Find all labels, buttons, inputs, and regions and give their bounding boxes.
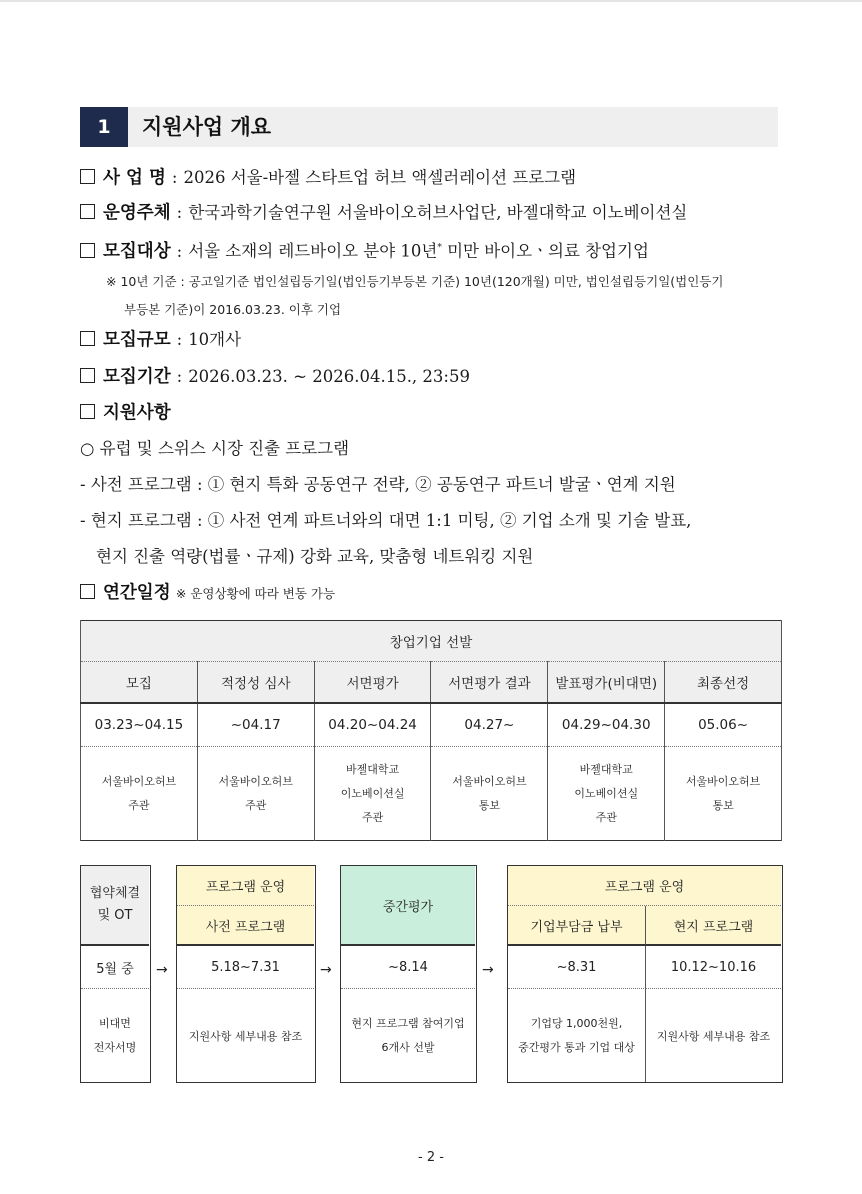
flow-program2-title: 프로그램 운영 — [508, 866, 781, 906]
checkbox-square-icon — [80, 204, 95, 219]
header-cell: 모집 — [81, 662, 198, 704]
item-label: 모집규모 — [103, 330, 171, 350]
table-title: 창업기업 선발 — [81, 621, 782, 662]
section-number: 1 — [80, 107, 128, 147]
flow-agreement-title: 협약체결 및 OT — [81, 866, 149, 946]
item-label: 운영주체 — [103, 203, 171, 223]
org-cell: 서울바이오허브 주관 — [81, 747, 198, 841]
target-note-line1: ※ 10년 기준 : 공고일기준 법인설립등기일(법인등기부등본 기준) 10년(120개월) 미만, 법인설립등기일(법인등기 — [106, 274, 724, 289]
item-scale: 모집규모 : 10개사 — [80, 328, 241, 352]
date-cell: 03.23~04.15 — [81, 703, 198, 747]
table-date-row — [81, 703, 782, 747]
support-sub-heading: ○ 유럽 및 스위스 시장 진출 프로그램 — [80, 439, 350, 458]
date-cell: 04.27~ — [431, 703, 548, 747]
table-header-row — [81, 662, 782, 704]
flow-program2-date2: 10.12~10.16 — [646, 946, 781, 989]
item-support — [80, 401, 171, 425]
item-label: 지원사항 — [103, 403, 171, 423]
top-border-line — [0, 0, 862, 2]
selection-schedule-table — [80, 620, 782, 841]
checkbox-square-icon — [80, 584, 95, 599]
flow-arrow-icon: → — [156, 962, 168, 978]
date-cell: 04.29~04.30 — [548, 703, 665, 747]
flow-midterm-title: 중간평가 — [341, 866, 475, 946]
flow-program1-date: 5.18~7.31 — [177, 946, 314, 989]
date-cell: ~04.17 — [197, 703, 314, 747]
schedule-note: ※ 운영상황에 따라 변동 가능 — [175, 586, 336, 601]
item-business-name: 사 업 명 : 2026 서울-바젤 스타트업 허브 액셀러레이션 프로그램 — [80, 166, 576, 190]
flow-program2-sub1: 기업부담금 납부 — [508, 906, 646, 946]
org-cell: 바젤대학교 이노베이션실 주관 — [314, 747, 431, 841]
flow-program2-desc1: 기업당 1,000천원, 중간평가 통과 기업 대상 — [508, 989, 646, 1082]
support-local-program-line1: - 현지 프로그램 : ① 사전 연계 파트너와의 대면 1:1 미팅, ② 기업 소개 및 기술 발표, — [80, 511, 692, 530]
item-value-rest: 미만 바이오ㆍ의료 창업기업 — [441, 241, 649, 261]
table-title-row — [81, 621, 782, 662]
date-cell: 05.06~ — [665, 703, 782, 747]
flow-program1-subtitle: 사전 프로그램 — [177, 906, 314, 946]
item-value: 2026.03.23. ~ 2026.04.15., 23:59 — [188, 367, 470, 386]
support-pre-program: - 사전 프로그램 : ① 현지 특화 공동연구 전략, ② 공동연구 파트너 발굴ㆍ연계 지원 — [80, 475, 676, 494]
header-cell: 최종선정 — [665, 662, 782, 704]
flow-program1-box — [176, 865, 316, 1083]
org-cell: 서울바이오허브 통보 — [431, 747, 548, 841]
item-target: 모집대상 : 서울 소재의 레드바이오 분야 10년* 미만 바이오ㆍ의료 창업기업 — [80, 236, 649, 264]
flow-program2-desc2: 지원사항 세부내용 참조 — [656, 1029, 771, 1043]
page-number: - 2 - — [418, 1150, 444, 1165]
flow-midterm-desc: 현지 프로그램 참여기업 6개사 선발 — [351, 1016, 465, 1054]
item-label: 모집대상 — [103, 241, 171, 262]
item-value: 10개사 — [188, 330, 242, 349]
flow-arrow-icon: → — [320, 962, 332, 978]
section-title: 지원사업 개요 — [142, 115, 272, 139]
item-value: 한국과학기술연구원 서울바이오허브사업단, 바젤대학교 이노베이션실 — [188, 203, 688, 222]
checkbox-square-icon — [80, 331, 95, 346]
flow-program2-sub2: 현지 프로그램 — [646, 906, 781, 946]
header-cell: 서면평가 결과 — [431, 662, 548, 704]
item-label: 사 업 명 — [103, 168, 166, 188]
org-cell: 서울바이오허브 통보 — [665, 747, 782, 841]
flow-program2-box — [507, 865, 783, 1083]
target-note-line2: 부등본 기준)이 2016.03.23. 이후 기업 — [124, 302, 342, 317]
footnote-mark: * — [437, 243, 442, 253]
item-operator: 운영주체 : 한국과학기술연구원 서울바이오허브사업단, 바젤대학교 이노베이션실 — [80, 201, 687, 225]
flow-agreement-desc: 비대면 전자서명 — [93, 1016, 137, 1054]
table-org-row — [81, 747, 782, 841]
item-label: 모집기간 — [103, 367, 171, 387]
checkbox-square-icon — [80, 404, 95, 419]
header-cell: 적정성 심사 — [197, 662, 314, 704]
date-cell: 04.20~04.24 — [314, 703, 431, 747]
item-schedule — [80, 581, 335, 606]
item-value: 서울 소재의 레드바이오 분야 10년 — [188, 241, 438, 261]
checkbox-square-icon — [80, 169, 95, 184]
flow-program1-desc: 지원사항 세부내용 참조 — [188, 1029, 303, 1043]
org-cell: 서울바이오허브 주관 — [197, 747, 314, 841]
flow-midterm-date: ~8.14 — [341, 946, 475, 989]
item-value: 2026 서울-바젤 스타트업 허브 액셀러레이션 프로그램 — [183, 168, 577, 187]
flow-agreement-date: 5월 중 — [81, 946, 149, 989]
flow-program1-title: 프로그램 운영 — [177, 866, 314, 906]
header-cell: 발표평가(비대면) — [548, 662, 665, 704]
org-cell: 바젤대학교 이노베이션실 주관 — [548, 747, 665, 841]
header-cell: 서면평가 — [314, 662, 431, 704]
flow-agreement-box — [80, 865, 151, 1083]
item-label: 연간일정 — [103, 583, 171, 603]
checkbox-square-icon — [80, 368, 95, 383]
checkbox-square-icon — [80, 243, 95, 258]
flow-program2-date1: ~8.31 — [508, 946, 646, 989]
flow-arrow-icon: → — [482, 962, 494, 978]
section-header — [80, 107, 778, 147]
item-period: 모집기간 : 2026.03.23. ~ 2026.04.15., 23:59 — [80, 365, 470, 389]
flow-midterm-box — [340, 865, 477, 1083]
support-local-program-line2: 현지 진출 역량(법률ㆍ규제) 강화 교육, 맞춤형 네트워킹 지원 — [96, 547, 534, 566]
